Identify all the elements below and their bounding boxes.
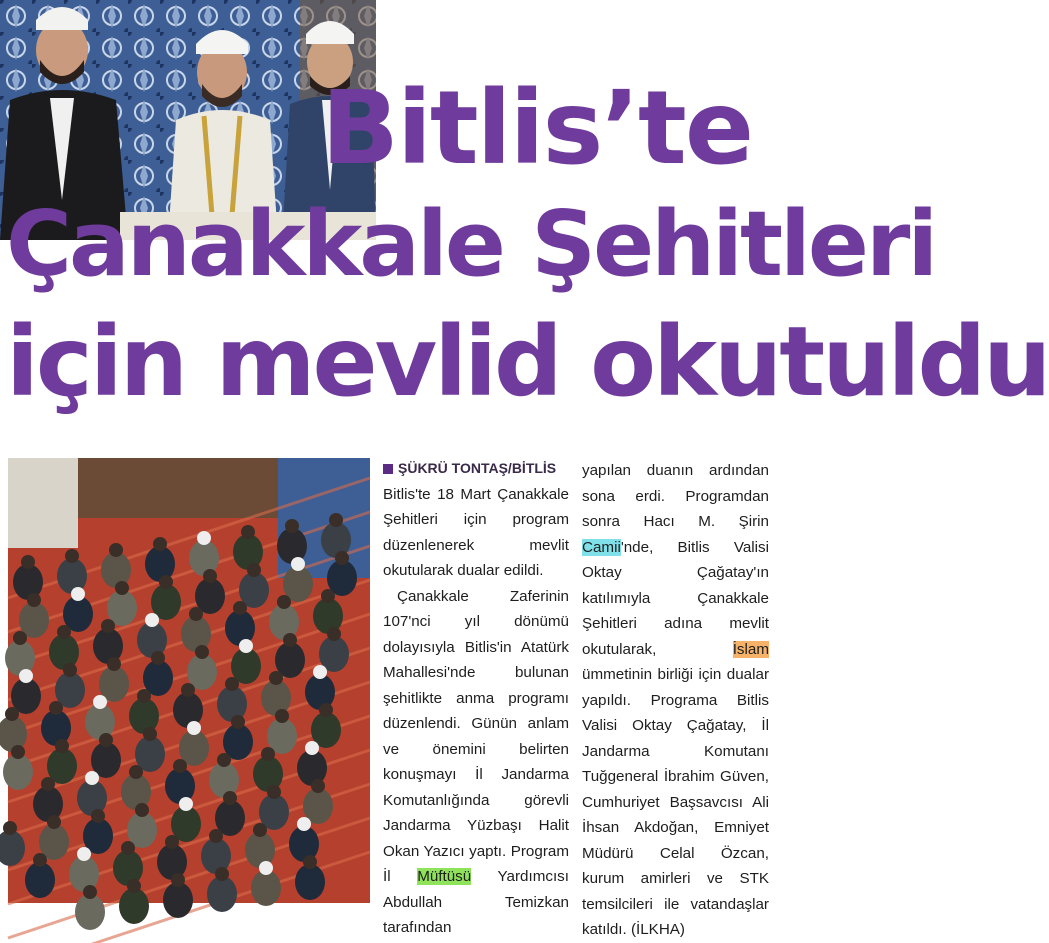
worshipper-head	[65, 549, 79, 563]
article-column-1	[383, 456, 569, 941]
worshipper-head	[3, 821, 17, 835]
worshipper-head	[247, 563, 261, 577]
worshipper-body	[121, 774, 151, 810]
worshipper-head	[327, 627, 341, 641]
worshipper-head	[153, 537, 167, 551]
worshipper-head	[187, 721, 201, 735]
worshipper-head	[313, 665, 327, 679]
worshipper-head	[215, 867, 229, 881]
worshipper-body	[3, 754, 33, 790]
worshipper-head	[33, 853, 47, 867]
worshipper-head	[109, 543, 123, 557]
worshipper-head	[267, 785, 281, 799]
worshipper-body	[245, 832, 275, 868]
worshipper-head	[93, 695, 107, 709]
worshipper-head	[135, 803, 149, 817]
highlight-muftusu: Müftüsü	[417, 868, 472, 885]
paragraph-1: Bitlis'te 18 Mart Çanakkale Şehitleri için program düzenlenerek mevlit okutularak dualar edildi.	[383, 485, 569, 579]
worshipper-head	[285, 519, 299, 533]
byline	[383, 456, 569, 482]
worshipper-body	[321, 522, 351, 558]
worshipper-head	[297, 817, 311, 831]
worshipper-head	[91, 809, 105, 823]
worshipper-body	[277, 528, 307, 564]
worshipper-body	[189, 540, 219, 576]
worshipper-head	[239, 639, 253, 653]
worshipper-head	[21, 555, 35, 569]
article-column-2	[582, 458, 769, 943]
worshipper-head	[41, 777, 55, 791]
worshipper-head	[11, 745, 25, 759]
worshipper-head	[261, 747, 275, 761]
worshipper-head	[19, 669, 33, 683]
worshipper-head	[269, 671, 283, 685]
worshipper-head	[329, 513, 343, 527]
worshipper-head	[159, 575, 173, 589]
worshipper-head	[217, 753, 231, 767]
headline-line-3: için mevlid okutuldu	[6, 306, 1049, 418]
worshipper-head	[277, 595, 291, 609]
worshipper-body	[297, 750, 327, 786]
worshipper-head	[27, 593, 41, 607]
worshipper-body	[75, 894, 105, 930]
worshipper-body	[201, 838, 231, 874]
byline-text: ŞÜKRÜ TONTAŞ/BİTLİS	[398, 460, 557, 476]
worshipper-body	[33, 786, 63, 822]
worshipper-body	[289, 826, 319, 862]
worshipper-head	[151, 651, 165, 665]
worshipper-head	[129, 765, 143, 779]
worshipper-head	[121, 841, 135, 855]
worshipper-head	[47, 815, 61, 829]
worshipper-head	[13, 631, 27, 645]
worshipper-body	[129, 698, 159, 734]
paragraph-3-text-2: 'nde, Bitlis Valisi Oktay Çağatay'ın katılımıyla Çanakkale Şehitleri adına mevlit okutularak,	[582, 538, 769, 658]
highlight-camii: Camii	[582, 538, 621, 556]
worshipper-head	[311, 779, 325, 793]
worshipper-body	[305, 674, 335, 710]
worshipper-head	[171, 873, 185, 887]
worshipper-body	[313, 598, 343, 634]
worshipper-head	[181, 683, 195, 697]
headline	[0, 0, 1049, 440]
worshipper-body	[101, 552, 131, 588]
worshipper-body	[41, 710, 71, 746]
headline-line-1: Bitlis’te	[321, 69, 752, 188]
worshipper-body	[173, 692, 203, 728]
worshipper-head	[57, 625, 71, 639]
worshipper-body	[137, 622, 167, 658]
worshipper-body	[113, 850, 143, 886]
worshipper-head	[225, 677, 239, 691]
worshipper-body	[217, 686, 247, 722]
worshipper-head	[5, 707, 19, 721]
worshipper-head	[115, 581, 129, 595]
worshipper-body	[49, 634, 79, 670]
worshipper-head	[283, 633, 297, 647]
worshipper-head	[197, 531, 211, 545]
worshipper-head	[85, 771, 99, 785]
worshipper-head	[145, 613, 159, 627]
worshipper-head	[305, 741, 319, 755]
paragraph-3	[582, 458, 769, 943]
worshipper-body	[207, 876, 237, 912]
worshipper-head	[165, 835, 179, 849]
worshipper-head	[233, 601, 247, 615]
worshipper-body	[77, 780, 107, 816]
worshipper-body	[119, 888, 149, 924]
headline-line-2: Çanakkale Şehitleri	[6, 192, 936, 297]
worshipper-head	[107, 657, 121, 671]
worshipper-head	[189, 607, 203, 621]
worshipper-head	[179, 797, 193, 811]
worshipper-head	[203, 569, 217, 583]
worshipper-head	[49, 701, 63, 715]
worshipper-head	[83, 885, 97, 899]
worshipper-head	[143, 727, 157, 741]
paragraph-3-text-3: ümmetinin birliği için dualar yapıldı. Programa Bitlis Valisi Oktay Çağatay, İl Jandarma Komutanı Tuğgeneral İbrahim Güven, Cumhuriyet Başsavcısı Ali İhsan Akdoğan, Emniyet Müdürü Celal Özcan, kurum amirleri ve STK temsilcileri ile vatandaşlar katıldı. (İLKHA)	[582, 666, 769, 938]
worshipper-body	[295, 864, 325, 900]
worshipper-head	[303, 855, 317, 869]
paragraph-2-end: Yardımcısı Abdullah Temizkan tarafından	[383, 868, 569, 936]
worshipper-body	[145, 546, 175, 582]
worshipper-head	[275, 709, 289, 723]
worshipper-head	[321, 589, 335, 603]
worshipper-body	[13, 564, 43, 600]
congregation-illustration	[8, 458, 370, 903]
worshipper-body	[181, 616, 211, 652]
worshipper-body	[233, 534, 263, 570]
worshipper-body	[157, 844, 187, 880]
worshipper-head	[241, 525, 255, 539]
worshipper-head	[173, 759, 187, 773]
mosque-prayer-photo	[8, 458, 370, 903]
worshipper-head	[319, 703, 333, 717]
worshipper-head	[63, 663, 77, 677]
worshipper-body	[253, 756, 283, 792]
worshipper-head	[101, 619, 115, 633]
paragraph-2-text: Çanakkale Zaferinin 107'nci yıl dönümü dolayısıyla Bitlis'in Atatürk Mahallesi'nde bulunan şehitlikte anma programı düzenlendi. Günün anlam ve önemini belirten konuşmayı İl Jandarma Komutanlığında görevli Jandarma Yüzbaşı Halit Okan Yazıcı yaptı. Program İl	[383, 587, 569, 885]
worshipper-body	[25, 862, 55, 898]
worshipper-body	[269, 604, 299, 640]
worshipper-head	[195, 645, 209, 659]
worshipper-head	[77, 847, 91, 861]
worshipper-head	[55, 739, 69, 753]
worshipper-head	[335, 551, 349, 565]
worshipper-body	[69, 856, 99, 892]
worshipper-body	[57, 558, 87, 594]
worshipper-head	[127, 879, 141, 893]
worshipper-body	[163, 882, 193, 918]
paragraph-2	[383, 584, 569, 941]
worshipper-body	[93, 628, 123, 664]
worshipper-body	[225, 610, 255, 646]
worshipper-head	[231, 715, 245, 729]
worshipper-body	[261, 680, 291, 716]
worshipper-body	[209, 762, 239, 798]
worshipper-head	[209, 829, 223, 843]
worshipper-body	[251, 870, 281, 906]
byline-marker-icon	[383, 464, 393, 474]
worshipper-head	[259, 861, 273, 875]
worshipper-head	[71, 587, 85, 601]
worshipper-head	[253, 823, 267, 837]
worshipper-head	[99, 733, 113, 747]
worshipper-body	[165, 768, 195, 804]
worshipper-body	[5, 640, 35, 676]
highlight-islam: İslam	[732, 640, 769, 658]
worshipper-head	[223, 791, 237, 805]
worshipper-head	[137, 689, 151, 703]
worshipper-body	[85, 704, 115, 740]
worshipper-head	[291, 557, 305, 571]
paragraph-3-text-1: yapılan duanın ardından sona erdi. Programdan sonra Hacı M. Şirin	[582, 462, 769, 530]
